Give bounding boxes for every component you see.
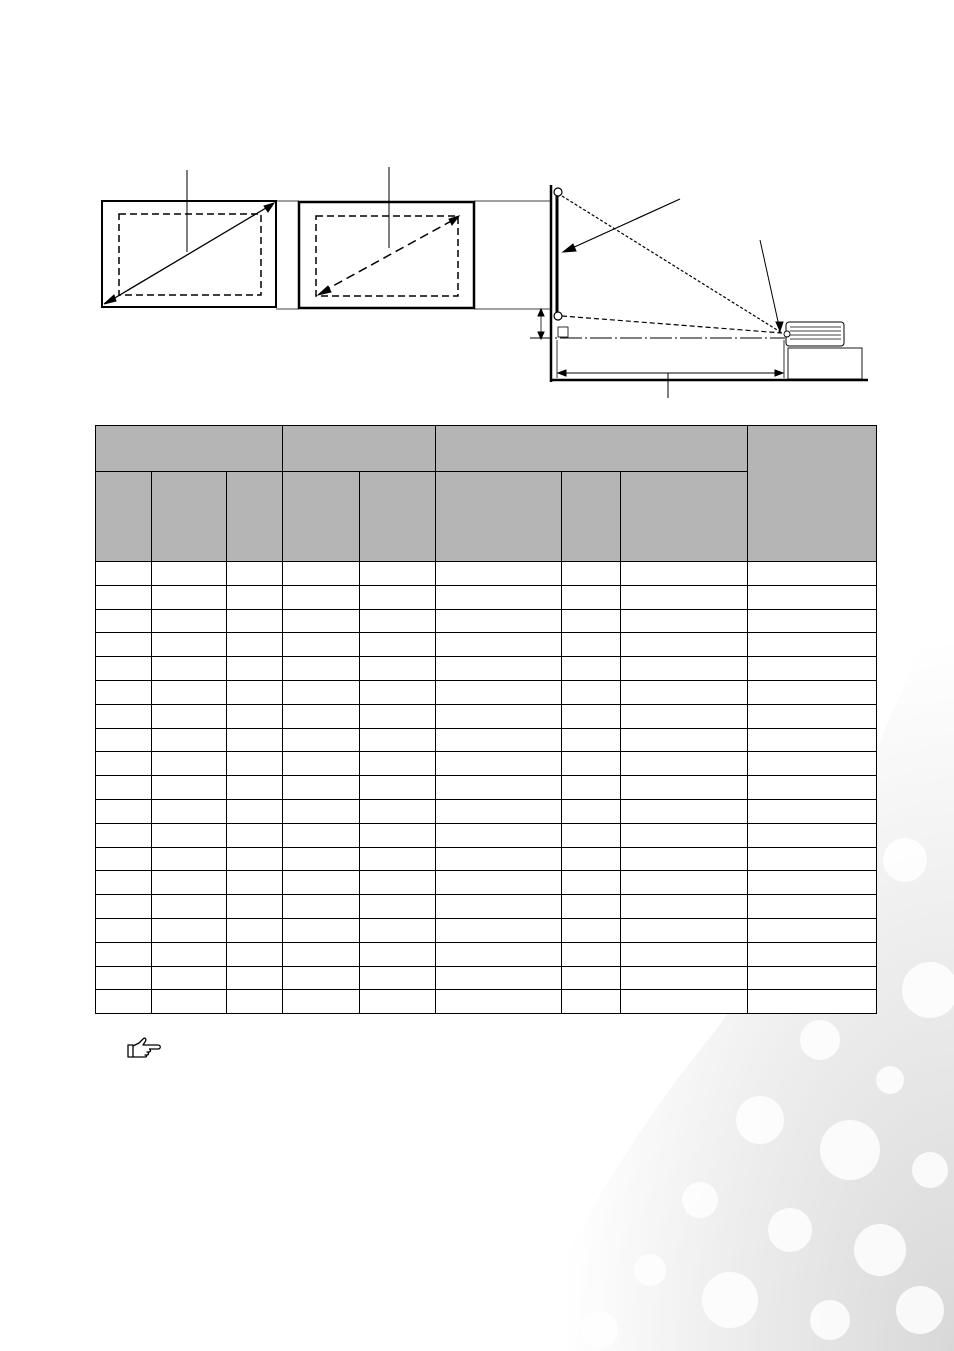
table-row	[96, 871, 877, 895]
table-cell	[436, 776, 562, 800]
group-header-projection-distance	[436, 426, 748, 472]
column-header	[227, 472, 283, 562]
table-cell	[621, 728, 748, 752]
table-cell	[152, 942, 227, 966]
table-cell	[748, 918, 877, 942]
table-cell	[748, 895, 877, 919]
table-row	[96, 585, 877, 609]
table-row	[96, 823, 877, 847]
table-cell	[152, 657, 227, 681]
table-cell	[283, 657, 360, 681]
table-cell	[227, 942, 283, 966]
table-cell	[227, 990, 283, 1014]
table-cell	[96, 752, 152, 776]
projection-dimensions-table	[95, 425, 877, 1014]
table-cell	[360, 871, 436, 895]
table-cell	[152, 752, 227, 776]
table-cell	[748, 776, 877, 800]
table-cell	[748, 657, 877, 681]
table-cell	[96, 871, 152, 895]
table-row	[96, 680, 877, 704]
table-cell	[436, 728, 562, 752]
table-cell	[436, 799, 562, 823]
table-cell	[748, 871, 877, 895]
table-cell	[96, 895, 152, 919]
table-cell	[748, 823, 877, 847]
table-cell	[621, 895, 748, 919]
table-cell	[436, 752, 562, 776]
table-cell	[562, 990, 621, 1014]
table-cell	[96, 704, 152, 728]
table-row	[96, 990, 877, 1014]
table-row	[96, 895, 877, 919]
table-cell	[96, 966, 152, 990]
table-cell	[562, 799, 621, 823]
table-cell	[621, 704, 748, 728]
table-cell	[360, 895, 436, 919]
table-cell	[152, 562, 227, 586]
table-cell	[96, 728, 152, 752]
projector-body	[786, 322, 844, 346]
table-cell	[152, 990, 227, 1014]
table-cell	[748, 966, 877, 990]
table-cell	[227, 799, 283, 823]
table-cell	[748, 799, 877, 823]
table-cell	[748, 609, 877, 633]
table-cell	[621, 966, 748, 990]
table-cell	[96, 776, 152, 800]
table-cell	[283, 680, 360, 704]
table-cell	[562, 633, 621, 657]
table-cell	[283, 776, 360, 800]
table-cell	[562, 680, 621, 704]
column-header	[152, 472, 227, 562]
pointing-hand-icon	[125, 1036, 163, 1060]
table-cell	[436, 609, 562, 633]
table-cell	[283, 895, 360, 919]
table-cell	[283, 847, 360, 871]
table-cell	[436, 895, 562, 919]
table-cell	[96, 680, 152, 704]
table-row	[96, 918, 877, 942]
table-cell	[562, 776, 621, 800]
table-cell	[621, 847, 748, 871]
table-cell	[283, 585, 360, 609]
table-row	[96, 704, 877, 728]
group-header-screen-dimensions	[283, 426, 436, 472]
table-cell	[227, 752, 283, 776]
table-cell	[436, 657, 562, 681]
table-cell	[562, 728, 621, 752]
table-cell	[227, 585, 283, 609]
table-cell	[748, 633, 877, 657]
table-cell	[96, 585, 152, 609]
table-cell	[152, 847, 227, 871]
table-cell	[748, 728, 877, 752]
table-cell	[360, 942, 436, 966]
table-cell	[152, 704, 227, 728]
table-cell	[436, 966, 562, 990]
table-cell	[436, 633, 562, 657]
table-cell	[360, 728, 436, 752]
table-cell	[152, 918, 227, 942]
table-cell	[227, 847, 283, 871]
table-cell	[227, 704, 283, 728]
table-cell	[152, 895, 227, 919]
table-cell	[283, 752, 360, 776]
column-header	[562, 472, 621, 562]
table-cell	[283, 871, 360, 895]
table-cell	[360, 799, 436, 823]
table-cell	[436, 847, 562, 871]
table-cell	[562, 585, 621, 609]
table-cell	[562, 752, 621, 776]
table-cell	[748, 704, 877, 728]
table-cell	[360, 918, 436, 942]
table-cell	[96, 799, 152, 823]
table-cell	[152, 823, 227, 847]
table-cell	[436, 704, 562, 728]
table-cell	[562, 657, 621, 681]
table-cell	[562, 942, 621, 966]
table-row	[96, 657, 877, 681]
table-cell	[360, 823, 436, 847]
table-cell	[562, 918, 621, 942]
table-cell	[227, 918, 283, 942]
group-header-screen-size	[96, 426, 283, 472]
table-row	[96, 633, 877, 657]
table-cell	[621, 680, 748, 704]
table-cell	[152, 776, 227, 800]
projector-stand	[788, 348, 862, 379]
table-cell	[436, 823, 562, 847]
table-cell	[748, 942, 877, 966]
table-cell	[360, 657, 436, 681]
table-cell	[360, 562, 436, 586]
group-header-vertical-offset	[748, 426, 877, 562]
table-cell	[360, 633, 436, 657]
table-cell	[360, 585, 436, 609]
table-cell	[227, 776, 283, 800]
table-cell	[283, 633, 360, 657]
table-cell	[562, 966, 621, 990]
table-cell	[227, 823, 283, 847]
table-cell	[96, 847, 152, 871]
table-cell	[748, 847, 877, 871]
table-cell	[152, 871, 227, 895]
table-cell	[283, 942, 360, 966]
table-cell	[436, 585, 562, 609]
table-cell	[621, 752, 748, 776]
column-header	[621, 472, 748, 562]
table-row	[96, 752, 877, 776]
table-cell	[227, 657, 283, 681]
table-cell	[152, 585, 227, 609]
table-cell	[621, 776, 748, 800]
table-cell	[152, 799, 227, 823]
table-cell	[748, 752, 877, 776]
table-cell	[562, 895, 621, 919]
table-cell	[283, 728, 360, 752]
column-header	[436, 472, 562, 562]
table-cell	[360, 704, 436, 728]
table-cell	[748, 990, 877, 1014]
table-cell	[96, 918, 152, 942]
table-row	[96, 942, 877, 966]
table-row	[96, 728, 877, 752]
table-cell	[283, 966, 360, 990]
table-cell	[227, 966, 283, 990]
table-cell	[360, 680, 436, 704]
table-cell	[283, 704, 360, 728]
table-cell	[436, 990, 562, 1014]
table-cell	[562, 871, 621, 895]
table-cell	[283, 918, 360, 942]
table-cell	[283, 990, 360, 1014]
table-cell	[227, 728, 283, 752]
table-cell	[283, 609, 360, 633]
table-cell	[562, 823, 621, 847]
table-row	[96, 966, 877, 990]
table-row	[96, 562, 877, 586]
projection-dimensions-diagram	[0, 150, 954, 410]
table-row	[96, 609, 877, 633]
table-cell	[621, 562, 748, 586]
column-header	[283, 472, 360, 562]
table-cell	[283, 562, 360, 586]
table-cell	[360, 609, 436, 633]
table-cell	[227, 680, 283, 704]
table-row	[96, 847, 877, 871]
table-cell	[621, 657, 748, 681]
table-cell	[283, 799, 360, 823]
table-cell	[621, 942, 748, 966]
table-cell	[152, 728, 227, 752]
table-cell	[360, 966, 436, 990]
table-cell	[436, 562, 562, 586]
table-cell	[360, 990, 436, 1014]
table-cell	[227, 895, 283, 919]
table-cell	[748, 562, 877, 586]
table-row	[96, 799, 877, 823]
table-cell	[562, 609, 621, 633]
table-cell	[621, 918, 748, 942]
table-cell	[748, 680, 877, 704]
table-cell	[621, 799, 748, 823]
table-cell	[283, 823, 360, 847]
table-cell	[96, 942, 152, 966]
table-cell	[152, 680, 227, 704]
table-cell	[152, 633, 227, 657]
table-cell	[227, 871, 283, 895]
table-cell	[621, 990, 748, 1014]
table-cell	[621, 585, 748, 609]
table-cell	[227, 562, 283, 586]
table-cell	[436, 942, 562, 966]
table-cell	[96, 562, 152, 586]
column-header	[360, 472, 436, 562]
table-cell	[152, 609, 227, 633]
table-cell	[748, 585, 877, 609]
table-cell	[621, 823, 748, 847]
table-cell	[436, 871, 562, 895]
table-cell	[96, 657, 152, 681]
table-cell	[96, 633, 152, 657]
table-cell	[621, 609, 748, 633]
table-cell	[562, 562, 621, 586]
table-cell	[562, 704, 621, 728]
table-cell	[621, 871, 748, 895]
table-cell	[436, 918, 562, 942]
table-cell	[96, 609, 152, 633]
table-cell	[227, 633, 283, 657]
table-row	[96, 776, 877, 800]
table-cell	[360, 847, 436, 871]
column-header	[96, 472, 152, 562]
table-cell	[562, 847, 621, 871]
table-cell	[227, 609, 283, 633]
table-cell	[360, 776, 436, 800]
table-cell	[621, 633, 748, 657]
table-cell	[436, 680, 562, 704]
table-cell	[96, 823, 152, 847]
table-cell	[152, 966, 227, 990]
table-cell	[96, 990, 152, 1014]
table-cell	[360, 752, 436, 776]
